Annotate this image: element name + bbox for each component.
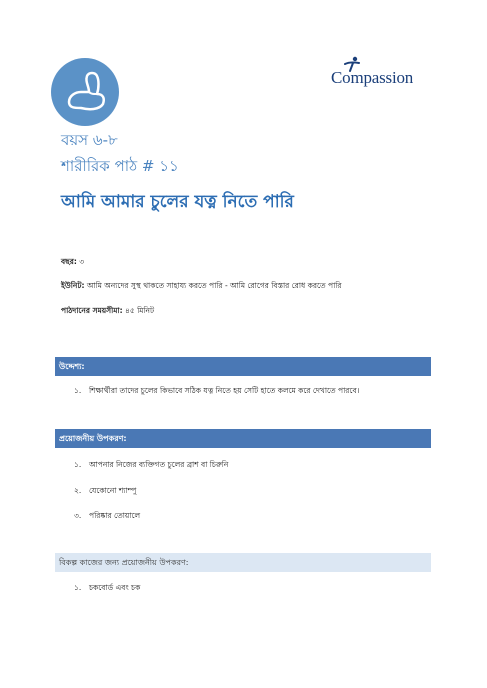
year-value: ৩ (76, 257, 85, 266)
unit-value: আমি অন্যদের সুস্থ থাকতে সাহায্য করতে পারি - আমি রোগের বিস্তার রোধ করতে পারি (84, 281, 342, 290)
item-text: যেকোনো শ্যাম্পু (89, 486, 137, 495)
item-text: শিক্ষার্থীরা তাদের চুলের কিভাবে সঠিক যত্ন নিতে হয় সেটি হাতে কলমে করে দেখাতে পারবে। (89, 386, 360, 395)
flexed-arm-icon (51, 58, 119, 126)
alt-materials-heading: বিকল্প কাজের জন্য প্রয়োজনীয় উপকরণ: (55, 553, 431, 572)
badge (51, 58, 119, 126)
age-range: বয়স ৬-৮ (61, 131, 118, 149)
item-number: ২. (74, 486, 82, 495)
list-item (74, 511, 140, 523)
page-title: আমি আমার চুলের যত্ন নিতে পারি (61, 192, 294, 212)
item-number: ৩. (74, 511, 82, 520)
meta-time (61, 306, 154, 318)
item-text: পরিষ্কার তোয়ালে (89, 511, 141, 520)
time-label: পাঠদানের সময়সীমা: (61, 306, 123, 315)
objective-heading: উদ্দেশ্য: (55, 357, 431, 376)
unit-label: ইউনিট: (61, 281, 85, 290)
year-label: বছর: (61, 257, 77, 266)
logo-text: Compassion (331, 68, 414, 87)
item-text: আপনার নিজের ব্যক্তিগত চুলের ব্রাশ বা চিরুনি (89, 460, 229, 469)
materials-heading: প্রয়োজনীয় উপকরণ: (55, 429, 431, 448)
list-item (74, 486, 136, 498)
meta-year (61, 257, 84, 269)
item-number: ১. (74, 460, 82, 469)
compassion-logo (331, 60, 439, 92)
list-item (74, 460, 228, 472)
meta-unit (61, 281, 342, 293)
item-number: ১. (74, 583, 82, 592)
list-item (74, 583, 140, 595)
time-value: ৪৫ মিনিট (122, 306, 155, 315)
list-item (74, 386, 359, 398)
lesson-number: শারীরিক পাঠ # ১১ (61, 157, 179, 175)
item-text: চকবোর্ড এবং চক (89, 583, 141, 592)
item-number: ১. (74, 386, 82, 395)
